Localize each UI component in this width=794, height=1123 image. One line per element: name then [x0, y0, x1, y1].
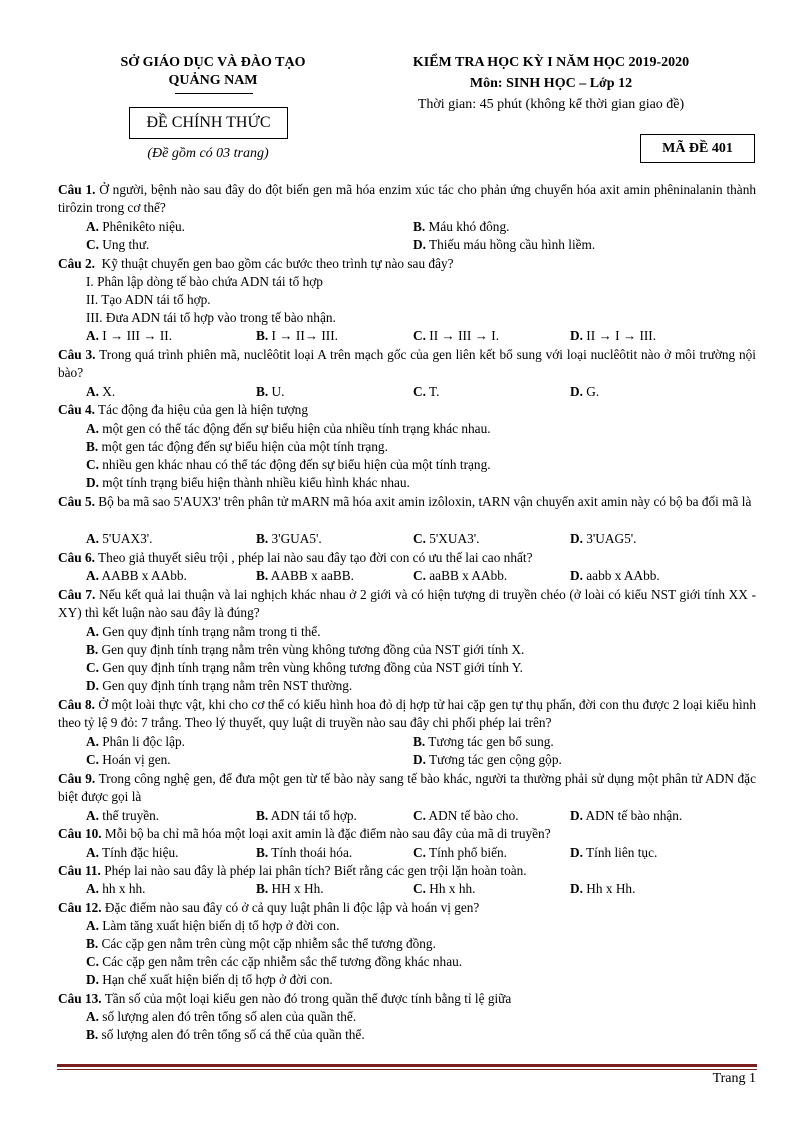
option-b: B. Tính thoái hóa. [256, 845, 353, 860]
option-c: C. nhiều gen khác nhau có thể tác động đến sự biểu hiện của một tính trạng. [86, 457, 491, 472]
question-number: Câu 10. [58, 826, 102, 841]
option-b: B. I → II→ III. [256, 328, 338, 343]
option-c: C. Hh x hh. [413, 881, 476, 896]
step-3: III. Đưa ADN tái tổ hợp vào trong tế bào nhận. [86, 310, 336, 325]
option-a: A. I → III → II. [86, 328, 173, 343]
option-c: C. Gen quy định tính trạng nằm trên vùng không tương đồng của NST giới tính Y. [86, 660, 523, 675]
question-2 [58, 255, 754, 273]
option-b: B. ADN tái tổ hợp. [256, 808, 357, 823]
question-number: Câu 12. [58, 900, 102, 915]
option-d: D. Tương tác gen cộng gộp. [413, 752, 562, 767]
question-7 [58, 586, 756, 622]
department-line1: SỞ GIÁO DỤC VÀ ĐÀO TẠO [120, 55, 306, 70]
exam-title: KIỂM TRA HỌC KỲ I NĂM HỌC 2019-2020 [412, 55, 690, 70]
option-a: A. một gen có thể tác động đến sự biểu hiện của nhiều tính trạng khác nhau. [86, 421, 491, 436]
question-text: Kỹ thuật chuyển gen bao gồm các bước theo trình tự nào sau đây? [101, 256, 454, 271]
question-number: Câu 1. [58, 182, 96, 197]
option-a: A. Phênikêto niệu. [86, 219, 185, 234]
option-c: C. 5'XUA3'. [413, 531, 480, 546]
option-d: D. Gen quy định tính trạng nằm trên NST thường. [86, 678, 353, 693]
option-c: C. II → III → I. [413, 328, 500, 343]
option-d: D. một tính trạng biểu hiện thành nhiều kiểu hình khác nhau. [86, 475, 410, 490]
option-b: B. Tương tác gen bổ sung. [413, 734, 554, 749]
question-number: Câu 4. [58, 402, 95, 417]
option-a: A. 5'UAX3'. [86, 531, 153, 546]
duration-line: Thời gian: 45 phút (không kể thời gian giao đề) [417, 97, 685, 112]
option-a: A. Gen quy định tính trạng nằm trong ti thể. [86, 624, 321, 639]
question-text: Mỗi bộ ba chỉ mã hóa một loại axit amin là đặc điểm nào sau đây của mã di truyền? [104, 826, 551, 841]
question-number: Câu 7. [58, 587, 96, 602]
option-c: C. Ung thư. [86, 237, 150, 252]
official-box [129, 107, 288, 139]
option-a: A. số lượng alen đó trên tổng số alen của quần thể. [86, 1009, 357, 1024]
question-number: Câu 3. [58, 347, 96, 362]
option-a: A. AABB x AAbb. [86, 568, 187, 583]
option-a: A. Làm tăng xuất hiện biến dị tổ hợp ở đời con. [86, 918, 340, 933]
question-number: Câu 9. [58, 771, 96, 786]
question-text: Nếu kết quả lai thuận và lai nghịch khác nhau ở 2 giới và có hiện tượng di truyền chéo (ở loài có kiểu NST giới tính XX - XY) thì kết luận nào sau đây là đúng? [58, 587, 756, 620]
question-3 [58, 346, 756, 382]
option-b: B. Gen quy định tính trạng nằm trên vùng không tương đồng của NST giới tính X. [86, 642, 525, 657]
option-d: D. Thiếu máu hồng cầu hình liềm. [413, 237, 596, 252]
option-a: A. thể truyền. [86, 808, 160, 823]
option-a: A. Tính đặc hiệu. [86, 845, 179, 860]
question-1 [58, 181, 756, 217]
question-text: Bộ ba mã sao 5'AUX3' trên phân tử mARN mã hóa axit amin izôloxin, tARN vận chuyển axit amin này có bộ ba đối mã là [98, 494, 752, 509]
question-number: Câu 2. [58, 256, 95, 271]
question-text: Đặc điểm nào sau đây có ở cả quy luật phân li độc lập và hoán vị gen? [104, 900, 480, 915]
question-number: Câu 6. [58, 550, 95, 565]
option-c: C. Hoán vị gen. [86, 752, 171, 767]
question-text: Phép lai nào sau đây là phép lai phân tích? Biết rằng các gen trội lặn hoàn toàn. [104, 863, 527, 878]
step-2: II. Tạo ADN tái tổ hợp. [86, 292, 211, 307]
step-1: I. Phân lập dòng tế bào chứa ADN tái tổ hợp [86, 274, 323, 289]
exam-code: MÃ ĐỀ 401 [662, 141, 733, 156]
question-text: Trong quá trình phiên mã, nuclêôtit loại A trên mạch gốc của gen liên kết bổ sung với loại nuclêôtit nào ở môi trường nội bào? [58, 347, 756, 380]
header-underline [175, 93, 253, 94]
option-b: B. một gen tác động đến sự biểu hiện của một tính trạng. [86, 439, 388, 454]
footer-rule-thin [57, 1069, 757, 1070]
option-d: D. ADN tế bào nhận. [570, 808, 683, 823]
pages-note: (Đề gồm có 03 trang) [147, 146, 269, 161]
question-text: Tác động đa hiệu của gen là hiện tượng [98, 402, 308, 417]
question-number: Câu 13. [58, 991, 102, 1006]
option-a: A. X. [86, 384, 116, 399]
subject-line: Môn: SINH HỌC – Lớp 12 [469, 76, 633, 91]
option-b: B. U. [256, 384, 285, 399]
question-number: Câu 5. [58, 494, 95, 509]
option-b: B. AABB x aaBB. [256, 568, 354, 583]
option-c: C. T. [413, 384, 440, 399]
question-13 [58, 990, 754, 1008]
option-a: A. hh x hh. [86, 881, 146, 896]
option-d: D. Tính liên tục. [570, 845, 658, 860]
question-text: Tần số của một loại kiểu gen nào đó trong quần thể được tính bằng tỉ lệ giữa [104, 991, 512, 1006]
question-text: Trong công nghệ gen, để đưa một gen từ tế bào này sang tế bào khác, người ta thường phải sử dụng một phân tử ADN đặc biệt được gọi là [58, 771, 756, 804]
question-6 [58, 549, 754, 567]
option-b: B. HH x Hh. [256, 881, 324, 896]
option-c: C. aaBB x AAbb. [413, 568, 508, 583]
question-number: Câu 8. [58, 697, 95, 712]
option-d: D. Hạn chế xuất hiện biến dị tổ hợp ở đời con. [86, 972, 333, 987]
option-d: D. Hh x Hh. [570, 881, 636, 896]
question-number: Câu 11. [58, 863, 101, 878]
option-b: B. Máu khó đông. [413, 219, 510, 234]
question-9 [58, 770, 756, 806]
question-text: Ở người, bệnh nào sau đây do đột biến gen mã hóa enzim xúc tác cho phản ứng chuyển hóa axit amin phêninalanin thành tirôzin trong cơ thể? [58, 182, 757, 215]
question-10 [58, 825, 754, 843]
option-c: C. Các cặp gen nằm trên các cặp nhiễm sắc thể tương đồng khác nhau. [86, 954, 463, 969]
question-text: Theo giả thuyết siêu trội , phép lai nào sau đây tạo đời con có ưu thế lai cao nhất? [98, 550, 533, 565]
question-12 [58, 899, 754, 917]
option-a: A. Phân li độc lập. [86, 734, 185, 749]
page-number: Trang 1 [712, 1071, 756, 1086]
official-label: ĐỀ CHÍNH THỨC [146, 114, 271, 131]
option-c: C. ADN tế bào cho. [413, 808, 519, 823]
option-d: D. G. [570, 384, 600, 399]
option-b: B. 3'GUA5'. [256, 531, 322, 546]
department-line2: QUẢNG NAM [168, 73, 258, 88]
option-b: B. số lượng alen đó trên tổng số cá thể của quần thể. [86, 1027, 365, 1042]
question-8 [58, 696, 756, 732]
question-5 [58, 493, 756, 511]
option-b: B. Các cặp gen nằm trên cùng một cặp nhiễm sắc thể tương đồng. [86, 936, 436, 951]
option-d: D. II → I → III. [570, 328, 657, 343]
footer-rule-thick [57, 1064, 757, 1067]
question-text: Ở một loài thực vật, khi cho cơ thể có kiểu hình hoa đỏ dị hợp tử hai cặp gen tự thụ phấn, đời con thu được 2 loại kiểu hình theo tỷ lệ 9 đỏ: 7 trắng. Theo lý thuyết, quy luật di truyền nào sau đây chi phối phép lai trên? [58, 697, 756, 730]
question-11 [58, 862, 754, 880]
option-d: D. 3'UAG5'. [570, 531, 637, 546]
question-4 [58, 401, 754, 419]
exam-code-box [640, 134, 755, 163]
option-c: C. Tính phổ biến. [413, 845, 507, 860]
option-d: D. aabb x AAbb. [570, 568, 660, 583]
